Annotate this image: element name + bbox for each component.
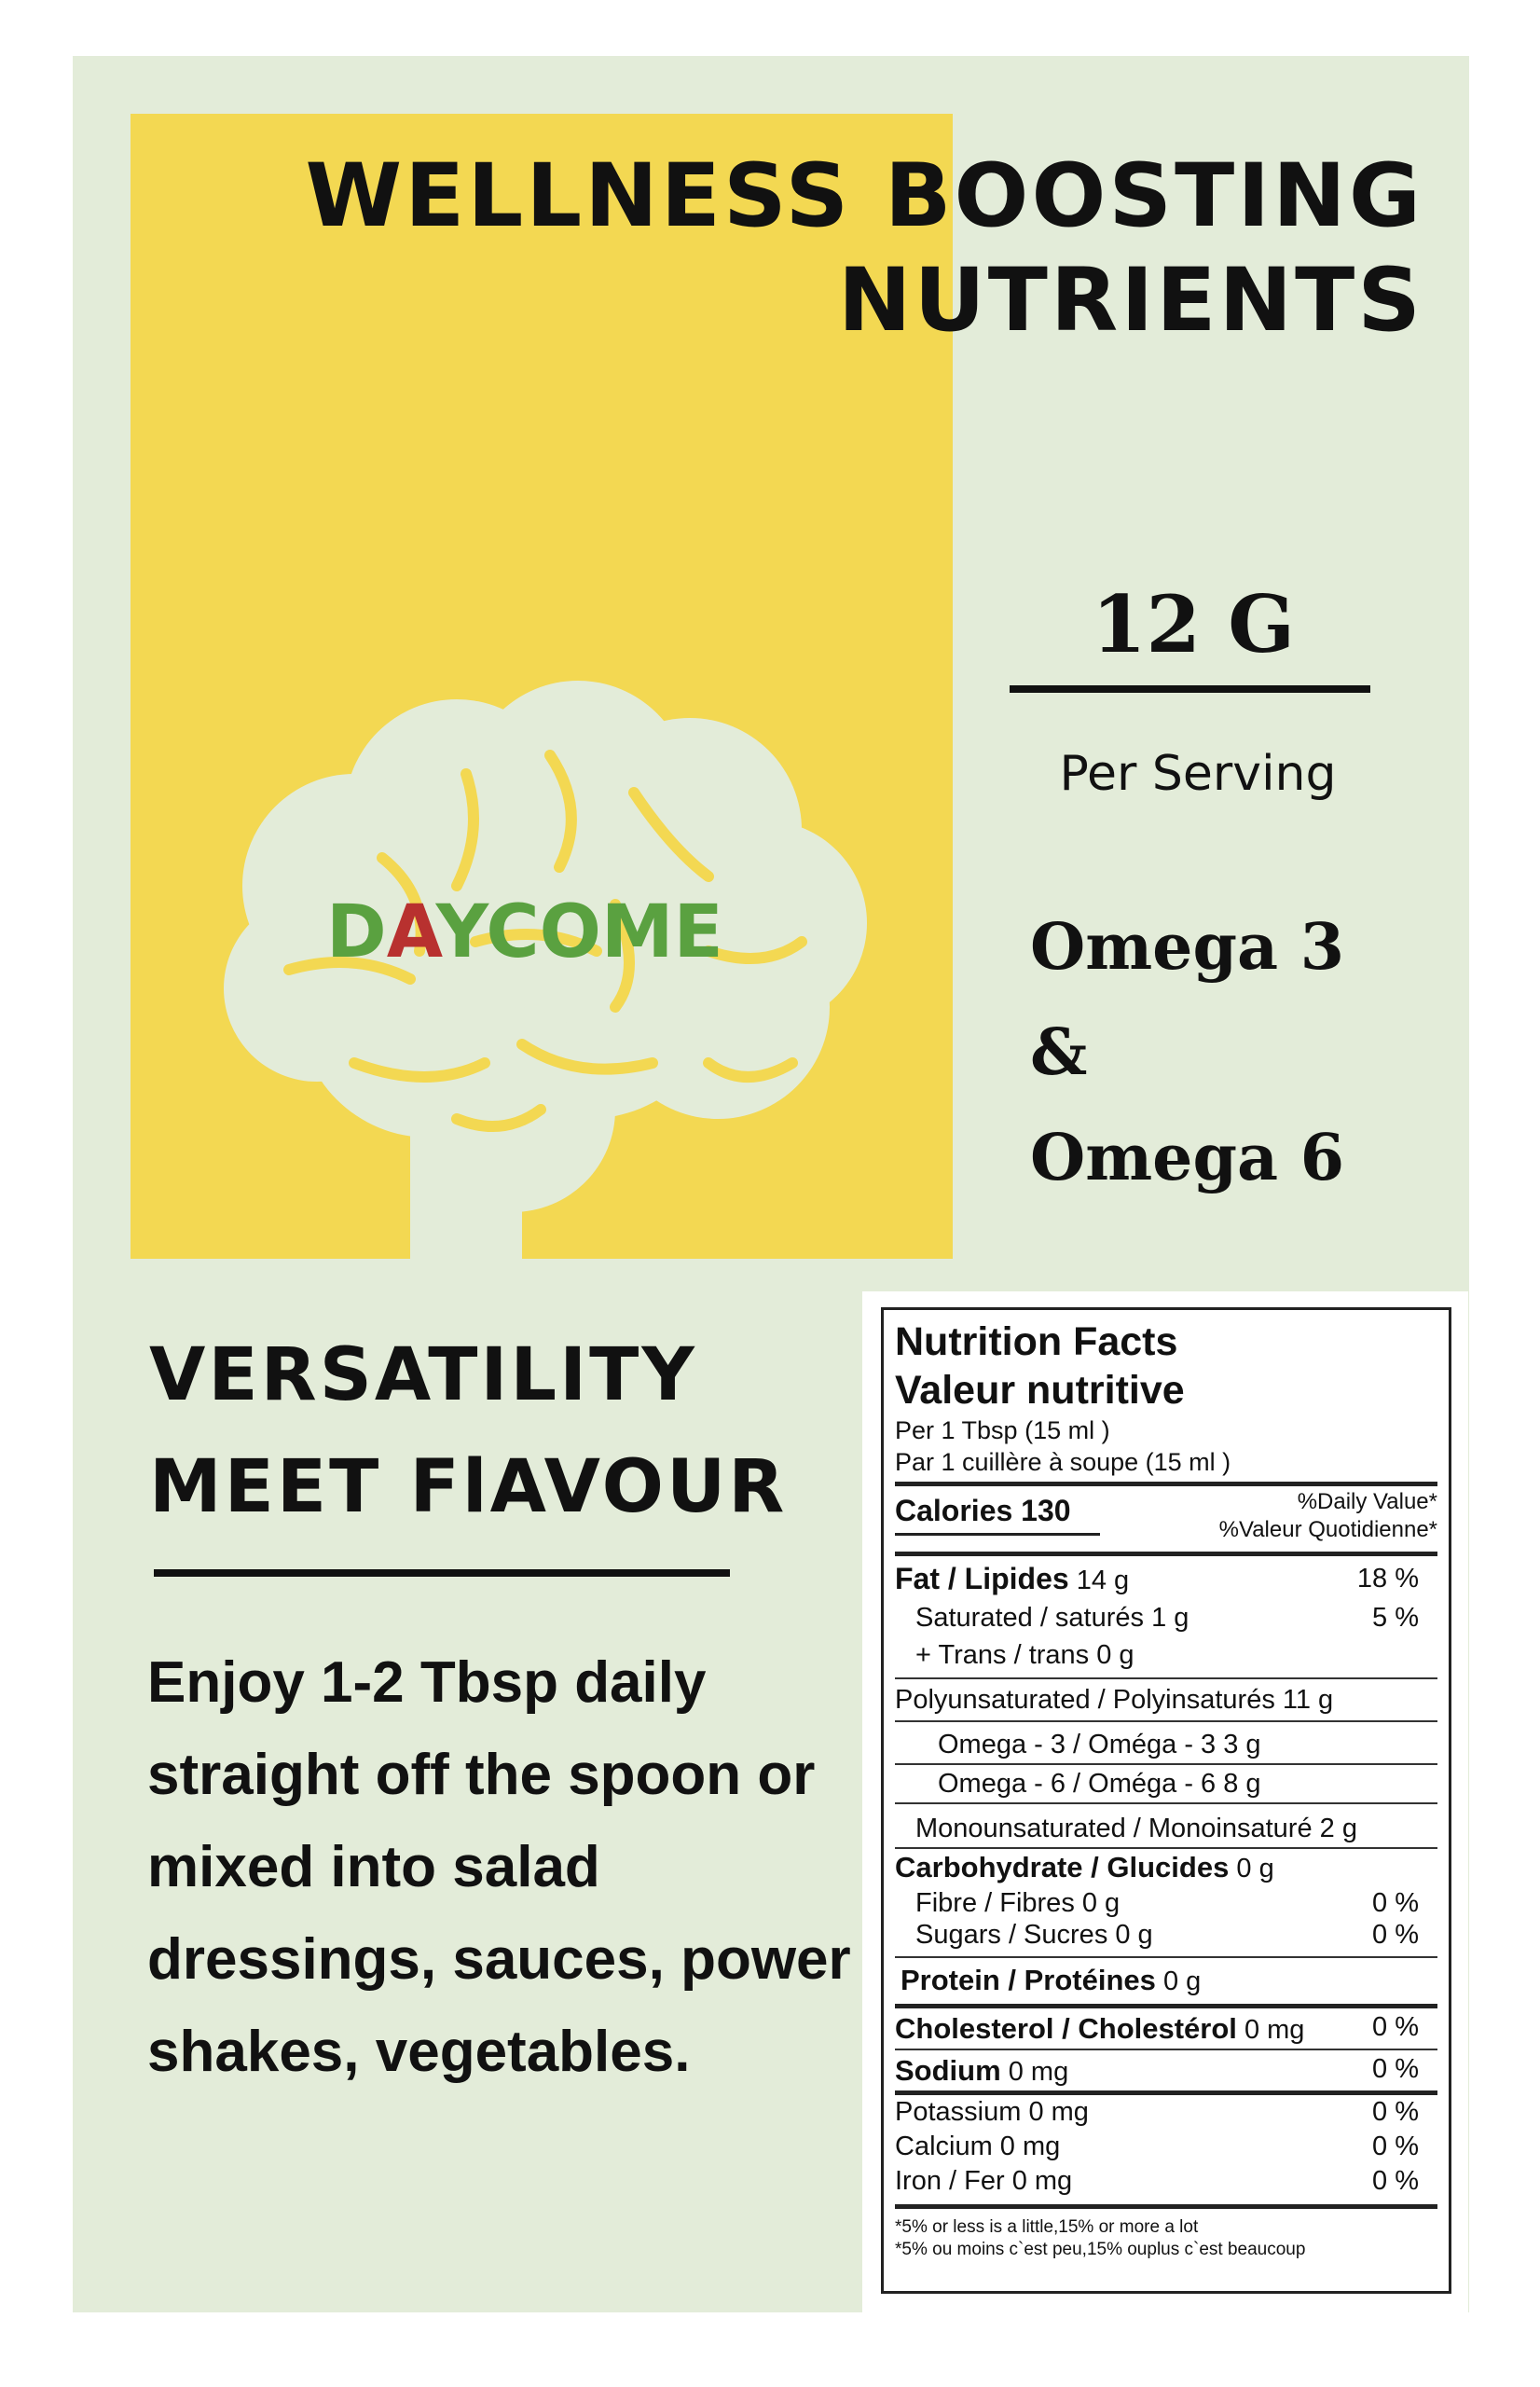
fibre-dv: 0 % bbox=[1372, 1888, 1419, 1918]
title-line-2: NUTRIENTS bbox=[837, 250, 1423, 352]
title-line-1: WELLNESS BOOSTING bbox=[305, 145, 1423, 247]
omega-3-label: Omega - 3 / Oméga - 3 3 g bbox=[938, 1730, 1261, 1759]
calories-label: Calories 130 bbox=[895, 1494, 1071, 1527]
fibre-label: Fibre / Fibres 0 g bbox=[915, 1888, 1121, 1918]
omega-list bbox=[1030, 895, 1344, 1211]
calcium-dv: 0 % bbox=[1372, 2132, 1419, 2161]
carbohydrate-row bbox=[895, 1849, 1437, 1887]
saturated-row bbox=[895, 1599, 1437, 1636]
omega-6-label: Omega 6 bbox=[1030, 1121, 1345, 1195]
calories-row bbox=[895, 1486, 1437, 1552]
serving-amount: 12 G bbox=[1092, 578, 1295, 670]
versatility-line-1: VERSATILITY bbox=[149, 1333, 697, 1417]
daily-value-fr: %Valeur Quotidienne* bbox=[1218, 1517, 1437, 1542]
carbohydrate-label: Carbohydrate / Glucides bbox=[895, 1851, 1230, 1883]
daily-value-en: %Daily Value* bbox=[1297, 1489, 1437, 1514]
calories-rule bbox=[895, 1533, 1100, 1536]
sugars-row bbox=[895, 1919, 1437, 1951]
versatility-heading bbox=[149, 1319, 787, 1543]
versatility-line-2: MEET FlAVOUR bbox=[149, 1445, 788, 1529]
nutrition-heading-fr: Valeur nutritive bbox=[895, 1368, 1185, 1413]
cholesterol-amount: 0 mg bbox=[1236, 2015, 1305, 2045]
ampersand: & bbox=[1030, 1015, 1088, 1090]
saturated-label: Saturated / saturés 1 g bbox=[915, 1603, 1189, 1633]
fat-row bbox=[895, 1556, 1437, 1599]
footnote-fr: *5% ou moins c`est peu,15% ouplus c`est beaucoup bbox=[895, 2240, 1306, 2259]
sodium-dv: 0 % bbox=[1372, 2054, 1419, 2084]
calcium-row bbox=[895, 2130, 1437, 2164]
nutrition-facts-table bbox=[881, 1307, 1451, 2294]
saturated-dv: 5 % bbox=[1372, 1603, 1419, 1633]
omega-3-row bbox=[895, 1722, 1437, 1763]
trans-label: + Trans / trans 0 g bbox=[915, 1640, 1134, 1670]
sodium-row bbox=[895, 2050, 1437, 2090]
omega-6-label: Omega - 6 / Oméga - 6 8 g bbox=[938, 1769, 1261, 1799]
monounsaturated-label: Monounsaturated / Monoinsaturé 2 g bbox=[915, 1814, 1357, 1843]
monounsaturated-row bbox=[895, 1804, 1437, 1847]
fat-amount: 14 g bbox=[1068, 1566, 1130, 1595]
daily-value-header bbox=[1219, 1488, 1437, 1544]
fat-label: Fat / Lipides bbox=[895, 1562, 1069, 1595]
footnote-en: *5% or less is a little,15% or more a lot bbox=[895, 2217, 1199, 2237]
divider-rule bbox=[1010, 685, 1370, 693]
logo-a: A bbox=[386, 890, 436, 974]
protein-label: Protein / Protéines bbox=[901, 1964, 1156, 1996]
potassium-row bbox=[895, 2095, 1437, 2130]
sugars-label: Sugars / Sucres 0 g bbox=[915, 1920, 1153, 1950]
logo-rest: YCOME bbox=[435, 890, 723, 974]
polyunsaturated-row bbox=[895, 1679, 1437, 1720]
fat-dv: 18 % bbox=[1356, 1564, 1419, 1594]
cholesterol-dv: 0 % bbox=[1372, 2012, 1419, 2042]
polyunsaturated-label: Polyunsaturated / Polyinsaturés 11 g bbox=[895, 1685, 1334, 1715]
sodium-amount: 0 mg bbox=[1000, 2057, 1069, 2087]
omega-6-row bbox=[895, 1765, 1437, 1802]
footnote bbox=[895, 2209, 1437, 2261]
calcium-label: Calcium 0 mg bbox=[895, 2132, 1061, 2161]
divider-rule-2 bbox=[154, 1569, 730, 1577]
omega-3-label: Omega 3 bbox=[1030, 910, 1345, 985]
iron-dv: 0 % bbox=[1372, 2166, 1419, 2196]
carbohydrate-amount: 0 g bbox=[1229, 1854, 1274, 1883]
iron-label: Iron / Fer 0 mg bbox=[895, 2166, 1073, 2196]
protein-row bbox=[895, 1958, 1437, 2004]
fibre-row bbox=[895, 1887, 1437, 1919]
potassium-dv: 0 % bbox=[1372, 2097, 1419, 2127]
nutrition-heading-en: Nutrition Facts bbox=[895, 1319, 1178, 1364]
usage-text: Enjoy 1-2 Tbsp daily straight off the spoon or mixed into salad dressings, sauces, power shakes, vegetables. bbox=[147, 1650, 851, 2084]
sugars-dv: 0 % bbox=[1372, 1920, 1419, 1950]
brand-logo bbox=[326, 890, 723, 974]
iron-row bbox=[895, 2164, 1437, 2199]
potassium-label: Potassium 0 mg bbox=[895, 2097, 1089, 2127]
trans-row bbox=[895, 1636, 1437, 1674]
serving-size-fr: Par 1 cuillère à soupe (15 ml ) bbox=[895, 1448, 1231, 1476]
cholesterol-row bbox=[895, 2008, 1437, 2049]
per-serving-label: Per Serving bbox=[1059, 746, 1337, 802]
page-title bbox=[305, 145, 1423, 353]
cholesterol-label: Cholesterol / Cholestérol bbox=[895, 2012, 1237, 2045]
serving-size-en: Per 1 Tbsp (15 ml ) bbox=[895, 1416, 1110, 1444]
logo-d: D bbox=[326, 890, 387, 974]
sodium-label: Sodium bbox=[895, 2054, 1001, 2087]
protein-amount: 0 g bbox=[1155, 1966, 1202, 1996]
